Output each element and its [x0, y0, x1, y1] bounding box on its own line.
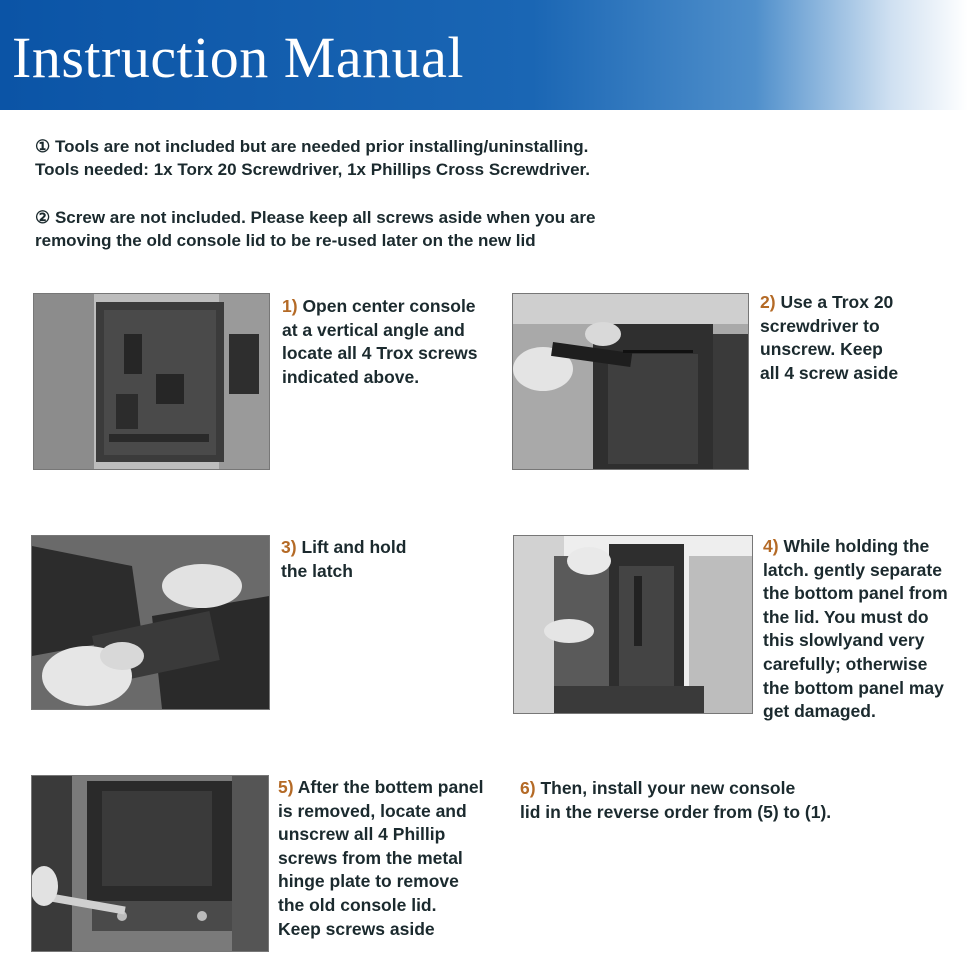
- step-2-text: [760, 291, 965, 385]
- step-5-text: [278, 776, 498, 941]
- step-2-line-2: screwdriver to: [760, 315, 880, 336]
- step-2-line-1: Use a Trox 20: [780, 292, 894, 312]
- note-2-line-2: removing the old console lid to be re-used later on the new lid: [35, 231, 536, 250]
- step-1-line-1: Open center console: [302, 296, 476, 316]
- step-5-line-1: After the bottem panel: [297, 777, 484, 797]
- step-3-text: [281, 536, 481, 583]
- step-5-number: 5): [278, 777, 294, 797]
- step-1-number: 1): [282, 296, 298, 316]
- step-3-line-2: the latch: [281, 560, 353, 581]
- step-2-line-4: all 4 screw aside: [760, 362, 899, 383]
- step-6-number: 6): [520, 778, 536, 798]
- step-5-line-3: unscrew all 4 Phillip: [278, 824, 446, 845]
- step-2-number: 2): [760, 292, 776, 312]
- step-5-line-2: is removed, locate and: [278, 800, 467, 821]
- step-5-line-6: the old console lid.: [278, 894, 437, 915]
- step-6-line-1: Then, install your new console: [540, 778, 796, 798]
- page-title: Instruction Manual: [12, 25, 464, 90]
- step-3-line-1: Lift and hold: [301, 537, 407, 557]
- step-4-line-4: the lid. You must do: [763, 606, 929, 627]
- step-4-line-2: latch. gently separate: [763, 559, 942, 580]
- step-2-line-3: unscrew. Keep: [760, 339, 883, 360]
- header-banner: [0, 0, 968, 110]
- note-1-line-1: ① Tools are not included but are needed prior installing/uninstalling.: [35, 137, 589, 156]
- step-5-photo: [31, 775, 269, 952]
- note-2-line-1: ② Screw are not included. Please keep all screws aside when you are: [35, 208, 596, 227]
- step-5-line-7: Keep screws aside: [278, 918, 435, 939]
- step-3-number: 3): [281, 537, 297, 557]
- step-4-text: [763, 535, 968, 724]
- step-4-line-3: the bottom panel from: [763, 583, 948, 604]
- step-4-line-5: this slowlyand very: [763, 630, 925, 651]
- step-1-photo: [33, 293, 270, 470]
- step-1-text: [282, 295, 502, 389]
- step-4-line-1: While holding the: [783, 536, 930, 556]
- step-6-line-2: lid in the reverse order from (5) to (1).: [520, 801, 832, 822]
- step-1-line-3: locate all 4 Trox screws: [282, 343, 478, 364]
- step-4-line-6: carefully; otherwise: [763, 653, 928, 674]
- step-4-photo: [513, 535, 753, 714]
- step-3-photo: [31, 535, 270, 710]
- step-4-line-8: get damaged.: [763, 701, 876, 722]
- note-1-line-2: Tools needed: 1x Torx 20 Screwdriver, 1x Phillips Cross Screwdriver.: [35, 160, 590, 179]
- step-1-line-2: at a vertical angle and: [282, 319, 465, 340]
- step-2-photo: [512, 293, 749, 470]
- step-4-line-7: the bottom panel may: [763, 677, 944, 698]
- step-1-line-4: indicated above.: [282, 366, 420, 387]
- step-6-text: [520, 777, 960, 824]
- step-4-number: 4): [763, 536, 779, 556]
- step-5-line-4: screws from the metal: [278, 847, 463, 868]
- step-5-line-5: hinge plate to remove: [278, 871, 459, 892]
